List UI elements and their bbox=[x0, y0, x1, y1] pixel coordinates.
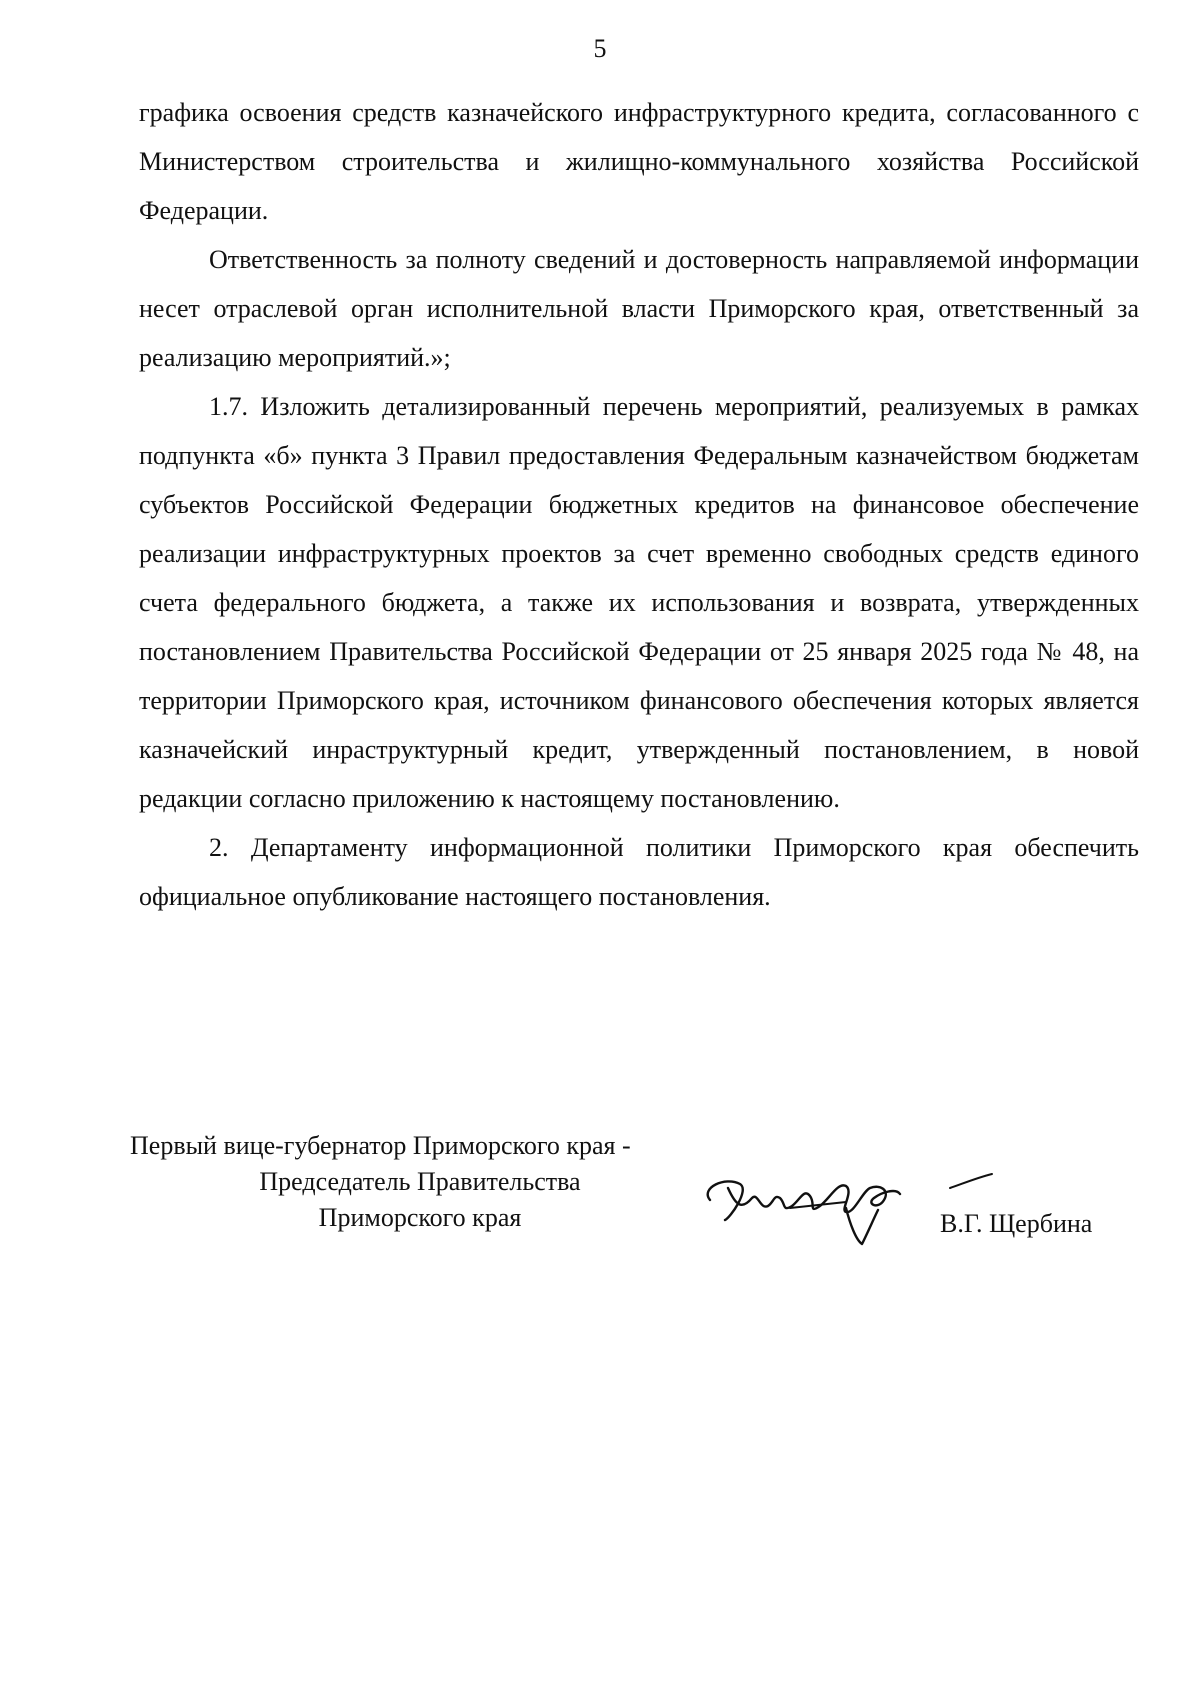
paragraph-continuation: графика освоения средств казначейского инфраструктурного кредита, согласованного с Министерством строительства и жилищно-коммунального хозяйства Российской Федерации. bbox=[139, 98, 1139, 225]
position-line-3: Приморского края bbox=[318, 1203, 522, 1232]
page-number: 5 bbox=[593, 34, 607, 63]
signer-position bbox=[130, 1128, 710, 1236]
paragraph-responsibility: Ответственность за полноту сведений и достоверность направляемой информации несет отраслевой орган исполнительной власти Приморского края, ответственный за реализацию мероприятий.»; bbox=[139, 245, 1139, 372]
signature-block bbox=[130, 1128, 1130, 1248]
position-line-1: Первый вице-губернатор Приморского края - bbox=[130, 1131, 631, 1160]
signer-name: В.Г. Щербина bbox=[940, 1209, 1093, 1238]
position-line-2: Председатель Правительства bbox=[259, 1167, 581, 1196]
document-body bbox=[139, 88, 1139, 921]
paragraph-item-1-7: 1.7. Изложить детализированный перечень мероприятий, реализуемых в рамках подпункта «б» пункта 3 Правил предоставления Федеральным казначейством бюджетам субъектов Российской Федерации бюджетных кредитов на финансовое обеспечение реализации инфраструктурных проектов за счет временно свободных средств единого счета федерального бюджета, а также их использования и возврата, утвержденных постановлением Правительства Российской Федерации от 25 января 2025 года № 48, на территории Приморского края, источником финансового обеспечения которых является казначейский инраструктурный кредит, утвержденный постановлением, в новой редакции согласно приложению к настоящему постановлению. bbox=[139, 392, 1139, 813]
paragraph-item-2: 2. Департаменту информационной политики Приморского края обеспечить официальное опубликование настоящего постановления. bbox=[139, 833, 1139, 911]
